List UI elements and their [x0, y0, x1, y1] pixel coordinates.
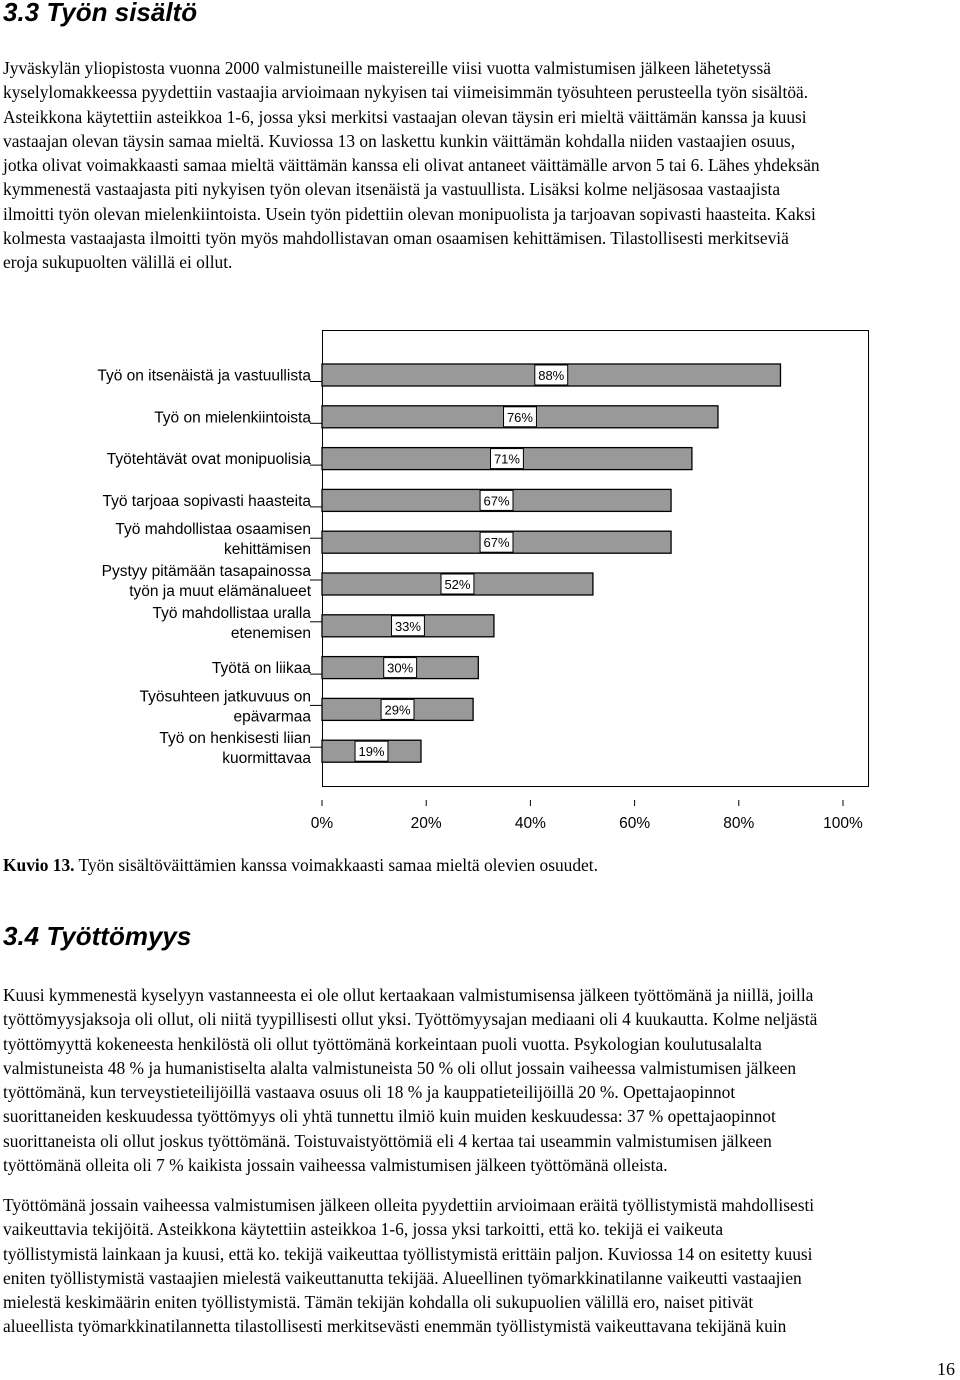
data-label: 52% — [444, 577, 471, 592]
paragraph-line: eroja sukupuolten välillä ei ollut. — [3, 252, 233, 273]
category-label: Työ mahdollistaa osaamisen — [115, 521, 311, 539]
paragraph-line: alueellista työmarkkinatilannetta tilastollisesti merkitsevästi enemmän työllistymistä vaikeuttavana tekijänä kuin — [3, 1316, 787, 1337]
paragraph-line: vaikeuttavia tekijöitä. Asteikkona käytettiin asteikkoa 1-6, jossa yksi tarkoitti, että ko. tekijä ei vaikeuta — [3, 1219, 724, 1240]
paragraph-line: ilmoitti työn olevan mielenkiintoista. Usein työn pidettiin olevan monipuolista ja tarjoavan sopivasti haasteita. Kaksi — [3, 203, 816, 224]
category-label: epävarmaa — [233, 708, 311, 726]
paragraph-line: työllistymistä lainkaan ja kuusi, että ko. tekijä vaikeuttaa työllistymistä erittäin paljon. Kuviossa 14 on esitetty kuusi — [3, 1243, 813, 1264]
category-label: Työ tarjoaa sopivasti haasteita — [102, 492, 311, 510]
data-label: 33% — [394, 618, 421, 634]
paragraph-tyottomyys-1 — [3, 983, 955, 1177]
figure-caption — [3, 853, 598, 877]
paragraph-line: Asteikkona käytettiin asteikkoa 1-6, jossa yksi merkitsi vastaajan olevan täysin eri mieltä väittämän kanssa ja kuusi — [3, 106, 807, 127]
paragraph-line: Kuusi kymmenestä kyselyyn vastanneesta ei ole ollut kertaakaan valmistumisensa jälkeen työttömänä ja niillä, joilla — [3, 985, 814, 1005]
x-tick-label: 20% — [410, 815, 442, 832]
category-label: Pystyy pitämään tasapainossa — [101, 563, 311, 580]
data-label: 88% — [538, 368, 565, 383]
data-label: 67% — [483, 535, 510, 551]
paragraph-line: mielestä keskimäärin eniten työllistymistä. Tämän tekijän kohdalla oli sukupuolien välillä ero, naiset pitivät — [3, 1292, 754, 1313]
category-label: Työ mahdollistaa uralla — [152, 604, 311, 622]
paragraph-line: Jyväskylän yliopistosta vuonna 2000 valmistuneille maistereille viisi vuotta valmistumisen jälkeen lähetetyssä — [3, 58, 771, 78]
data-label: 76% — [506, 409, 533, 425]
data-label: 71% — [493, 451, 520, 467]
paragraph-tyottomyys-2 — [3, 1193, 955, 1339]
x-tick-label: 60% — [619, 815, 651, 832]
category-label: Työ on mielenkiintoista — [154, 409, 311, 427]
paragraph-line: eniten työllistymistä vastaajien mielestä vaikeuttanutta tekijää. Alueellinen työmarkkinatilanne vaikeutti vastaajien — [3, 1267, 802, 1288]
data-label: 29% — [384, 702, 411, 718]
category-label: Työtehtävät ovat monipuolisia — [106, 451, 311, 469]
paragraph-line: Työttömänä jossain vaiheessa valmistumisen jälkeen olleita pyydettiin arvioimaan eräitä työllistymistä mahdollisesti — [3, 1195, 815, 1215]
paragraph-line: työttömänä olleita oli 7 % kaikista jossain vaiheessa valmistumisen jälkeen työttömänä olleista. — [3, 1155, 668, 1176]
paragraph-line: työttömyysjaksoja oli ollut, oli niitä tyypillisesti ollut yksi. Työttömyysajan mediaani oli 4 kuukautta. Kolme neljästä — [3, 1009, 818, 1030]
x-tick-label: 40% — [514, 815, 546, 832]
paragraph-line: valmistuneista 48 % ja humanistiselta alalta valmistuneista 50 % oli ollut jossain vaiheessa valmistumisen jälkeen — [3, 1057, 797, 1078]
paragraph-line: kymmenestä vastaajasta piti nykyisen työn olevan itsenäistä ja vastuullista. Lisäksi kolme neljäsosaa vastaajista — [3, 179, 781, 200]
paragraph-line: kyselylomakkeessa pyydettiin vastaajia arvioimaan nykyisen tai viimeisimmän työsuhteen perusteella työn sisältöä. — [3, 82, 809, 103]
paragraph-line: työttömänä, kun terveystieteilijöillä vastaava osuus oli 18 % ja kauppatieteilijöillä 20 %. Opettajaopinnot — [3, 1082, 736, 1103]
category-label: Työ on henkisesti liian — [159, 730, 311, 748]
paragraph-line: suorittaneista oli ollut joskus työttömänä. Toistuvaistyöttömiä eli 4 kertaa tai useammin valmistumisen jälkeen — [3, 1130, 772, 1151]
category-label: Työtä on liikaa — [211, 660, 311, 678]
category-label: Työsuhteen jatkuvuus on — [139, 688, 311, 706]
paragraph-line: kolmesta vastaajasta ilmoitti työn myös mahdollistavan oman osaamisen kehittämisen. Tilastollisesti merkitseviä — [3, 228, 789, 249]
section-heading-tyottomyys: 3.4 Työttömyys — [3, 921, 192, 951]
paragraph-line: vastaajan olevan täysin samaa mieltä. Kuviossa 13 on laskettu kunkin väittämän kohdalla niiden vastaajien osuus, — [3, 130, 796, 151]
category-label: työn ja muut elämänalueet — [129, 583, 311, 600]
section-heading-tyon-sisalto: 3.3 Työn sisältö — [3, 0, 198, 27]
paragraph-line: työttömyyttä kokeneesta henkilöstä oli ollut työttömänä korkeintaan puoli vuotta. Psykologian koulutusalalta — [3, 1033, 762, 1054]
category-label: kuormittavaa — [222, 750, 311, 768]
x-tick-label: 100% — [823, 815, 863, 832]
category-label: Työ on itsenäistä ja vastuullista — [97, 367, 311, 385]
x-tick-label: 80% — [723, 815, 755, 832]
x-tick-label: 0% — [310, 815, 334, 832]
paragraph-line: suorittaneiden keskuudessa työttömyys oli yhtä tunnettu ilmiö kuin muiden keskuudessa: 37 % opettajaopinnot — [3, 1106, 776, 1127]
category-label: kehittämisen — [223, 541, 311, 559]
data-label: 30% — [387, 660, 414, 676]
data-label: 19% — [358, 744, 385, 760]
category-label: etenemisen — [230, 624, 311, 642]
paragraph-line: jotka olivat voimakkaasti samaa mieltä väittämän kanssa eli olivat antaneet väittämälle arvon 5 tai 6. Lähes yhdeksän — [3, 155, 820, 176]
data-label: 67% — [483, 493, 510, 509]
figure-caption-label: Kuvio 13. — [3, 855, 75, 875]
figure-caption-text: Työn sisältöväittämien kanssa voimakkaasti samaa mieltä olevien osuudet. — [74, 855, 598, 875]
page-number: 16 — [937, 1359, 955, 1379]
